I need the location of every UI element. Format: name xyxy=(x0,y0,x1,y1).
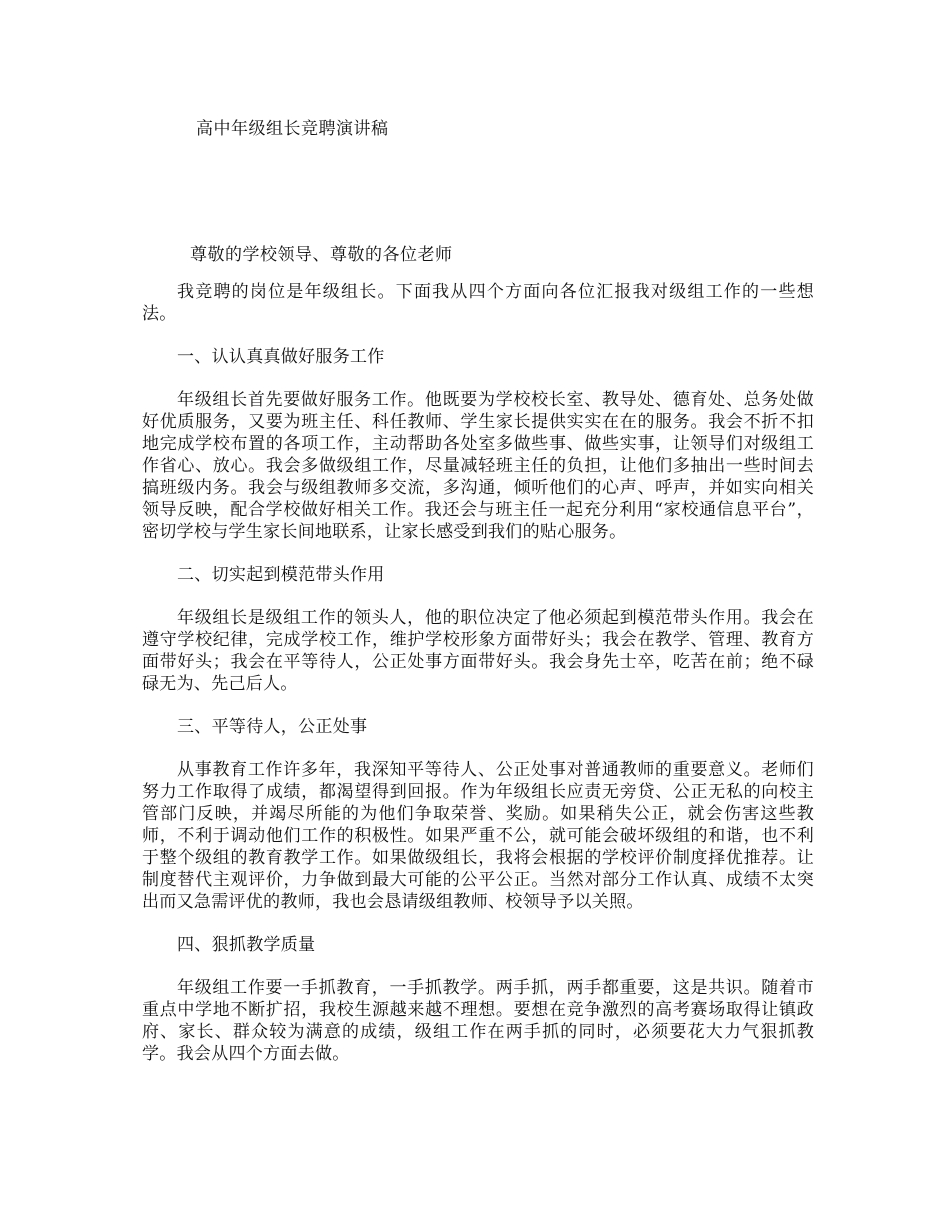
paragraph-section-4: 年级组工作要一手抓教育，一手抓教学。两手抓，两手都重要，这是共识。随着市重点中学地不断扩招，我校生源越来越不理想。要想在竞争激烈的高考赛场取得让镇政府、家长、群众较为满意的成绩，级组工作在两手抓的同时，必须要花大力气狠抓教学。我会从四个方面去做。 xyxy=(142,978,814,1064)
paragraph-section-1: 年级组长首先要做好服务工作。他既要为学校校长室、教导处、德育处、总务处做好优质服务，又要为班主任、科任教师、学生家长提供实实在在的服务。我会不折不扣地完成学校布置的各项工作，主动帮助各处室多做些事、做些实事，让领导们对级组工作省心、放心。我会多做级组工作，尽量减轻班主任的负担，让他们多抽出一些时间去搞班级内务。我会与级组教师多交流，多沟通，倾听他们的心声、呼声，并如实向相关领导反映，配合学校做好相关工作。我还会与班主任一起充分利用“家校通信息平台”，密切学校与学生家长间地联系，让家长感受到我们的贴心服务。 xyxy=(142,390,814,542)
section-heading-4: 四、狠抓教学质量 xyxy=(177,935,316,955)
paragraph-section-2: 年级组长是级组工作的领头人，他的职位决定了他必须起到模范带头作用。我会在遵守学校纪律，完成学校工作，维护学校形象方面带好头；我会在教学、管理、教育方面带好头；我会在平等待人，公正处事方面带好头。我会身先士卒，吃苦在前；绝不碌碌无为、先己后人。 xyxy=(142,608,814,694)
salutation: 尊敬的学校领导、尊敬的各位老师 xyxy=(190,245,453,265)
section-heading-2: 二、切实起到模范带头作用 xyxy=(177,565,385,585)
paragraph-section-3: 从事教育工作许多年，我深知平等待人、公正处事对普通教师的重要意义。老师们努力工作取得了成绩，都渴望得到回报。作为年级组长应责无旁贷、公正无私的向校主管部门反映，并竭尽所能的为他们争取荣誉、奖励。如果稍失公正，就会伤害这些教师，不利于调动他们工作的积极性。如果严重不公，就可能会破坏级组的和谐，也不利于整个级组的教育教学工作。如果做级组长，我将会根据的学校评价制度择优推荐。让制度替代主观评价，力争做到最大可能的公平公正。当然对部分工作认真、成绩不太突出而又急需评优的教师，我也会恳请级组教师、校领导予以关照。 xyxy=(142,760,814,912)
section-heading-1: 一、认认真真做好服务工作 xyxy=(177,347,385,367)
document-body xyxy=(142,281,814,1086)
paragraph-intro: 我竞聘的岗位是年级组长。下面我从四个方面向各位汇报我对级组工作的一些想法。 xyxy=(142,282,814,324)
section-heading-3: 三、平等待人，公正处事 xyxy=(177,717,368,737)
document-title: 高中年级组长竞聘演讲稿 xyxy=(196,119,389,139)
